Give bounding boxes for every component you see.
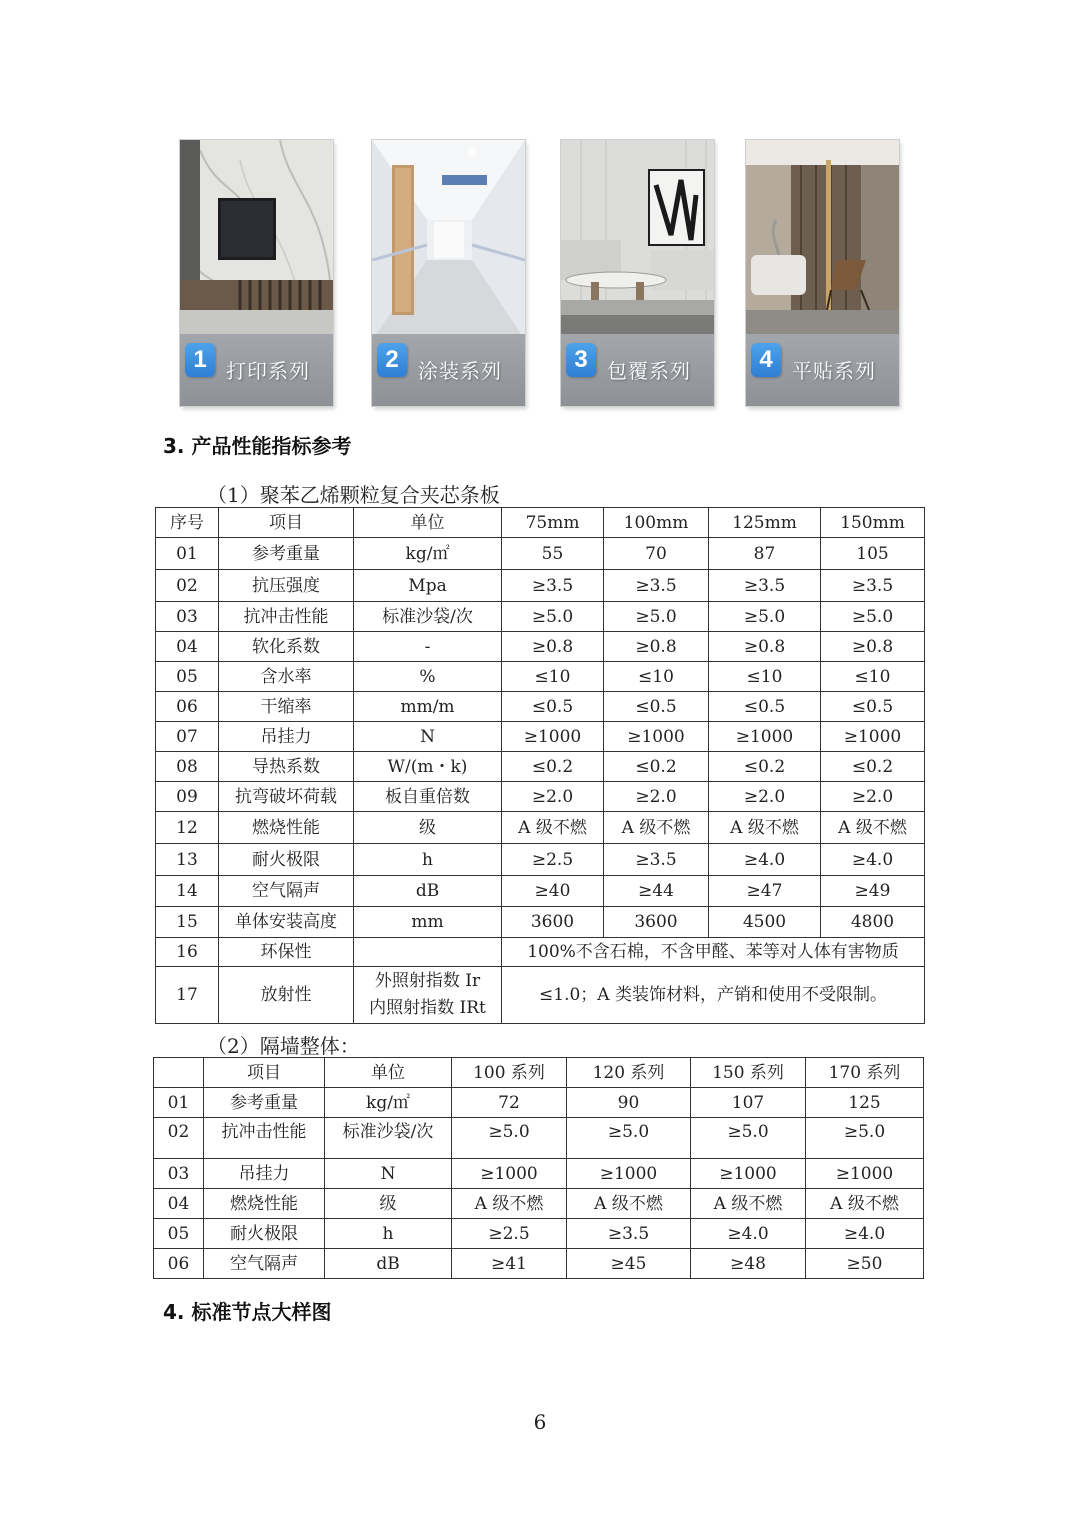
table-cell: 03 [156,602,219,632]
table-cell: ≥2.5 [502,844,604,876]
table-cell: 70 [604,538,709,570]
table-cell: 105 [821,538,925,570]
table-cell: 08 [156,752,219,782]
header-cell: 项目 [204,1058,325,1088]
table-cell: ≥1000 [567,1159,691,1189]
table-cell: 07 [156,722,219,752]
table-cell: ≥5.0 [502,602,604,632]
table-cell: ≥2.0 [604,782,709,812]
table-cell: A 级不燃 [604,812,709,844]
table-cell: 125 [806,1088,924,1118]
table-cell: ≤10 [709,662,821,692]
table-cell: ≥5.0 [691,1118,806,1159]
header-cell: 150mm [821,508,925,538]
series-label: 包覆系列 [607,359,691,383]
table-cell: 12 [156,812,219,844]
table-cell: 耐火极限 [219,844,354,876]
table-cell: ≤0.2 [604,752,709,782]
table-cell: 燃烧性能 [204,1189,325,1219]
table-cell: 板自重倍数 [354,782,502,812]
table-cell: ≥0.8 [709,632,821,662]
table-cell: 3600 [502,907,604,938]
header-cell: 125mm [709,508,821,538]
table-cell: ≥1000 [709,722,821,752]
table-row [156,782,925,812]
table-cell: ≥1000 [691,1159,806,1189]
header-cell: 单位 [325,1058,452,1088]
table-cell: mm [354,907,502,938]
table-cell: 软化系数 [219,632,354,662]
section-3-heading: 3. 产品性能指标参考 [163,434,352,458]
table-cell: ≥0.8 [604,632,709,662]
product-gallery [180,140,900,406]
table-cell: A 级不燃 [709,812,821,844]
header-cell: 150 系列 [691,1058,806,1088]
table-cell: ≥0.8 [502,632,604,662]
table-cell: - [354,632,502,662]
table-cell: 抗冲击性能 [219,602,354,632]
table-row [154,1219,924,1249]
header-cell: 100mm [604,508,709,538]
table-cell: 03 [154,1159,204,1189]
table-cell: A 级不燃 [806,1189,924,1219]
table-cell: 90 [567,1088,691,1118]
table-cell: ≥1000 [452,1159,567,1189]
table-cell: 55 [502,538,604,570]
table-cell: 13 [156,844,219,876]
table-cell: 04 [156,632,219,662]
table-cell: ≥4.0 [806,1219,924,1249]
gallery-photo-print [180,140,333,406]
table-cell: 15 [156,907,219,938]
gallery-photo-wrap [561,140,714,406]
table-cell: 吊挂力 [219,722,354,752]
table-row [154,1159,924,1189]
header-cell: 序号 [156,508,219,538]
table-cell: ≥3.5 [604,844,709,876]
table-cell: ≤10 [502,662,604,692]
table-cell: ≥48 [691,1249,806,1279]
header-cell [154,1058,204,1088]
table-cell: ≥1000 [806,1159,924,1189]
table-cell: h [354,844,502,876]
table-cell: ≤0.5 [502,692,604,722]
table-cell: 05 [154,1219,204,1249]
header-cell: 75mm [502,508,604,538]
table-cell: A 级不燃 [452,1189,567,1219]
spec-table-eps-panel [155,507,925,1024]
header-cell: 项目 [219,508,354,538]
table-cell [354,938,502,967]
table-cell: 标准沙袋/次 [325,1118,452,1159]
table-cell: 抗冲击性能 [204,1118,325,1159]
table-cell: 抗弯破坏荷载 [219,782,354,812]
unit-line: 内照射指数 IRt [369,998,486,1018]
table-cell: A 级不燃 [691,1189,806,1219]
table-cell: A 级不燃 [502,812,604,844]
table-cell: N [325,1159,452,1189]
table-cell: 04 [154,1189,204,1219]
table-cell: mm/m [354,692,502,722]
table-cell: dB [325,1249,452,1279]
header-cell: 单位 [354,508,502,538]
gallery-photo-flat [746,140,899,406]
table-cell: 4800 [821,907,925,938]
table-cell: h [325,1219,452,1249]
header-cell: 100 系列 [452,1058,567,1088]
table-cell: 02 [154,1118,204,1159]
table-row [154,1249,924,1279]
table-cell: 02 [156,570,219,602]
table-cell: 06 [156,692,219,722]
table-cell: 单体安装高度 [219,907,354,938]
table-cell: 06 [154,1249,204,1279]
table-cell: ≥1000 [604,722,709,752]
table-cell: W/(m・k) [354,752,502,782]
table-cell: A 级不燃 [567,1189,691,1219]
table-row [156,662,925,692]
table-row [156,907,925,938]
table-cell: ≥1000 [502,722,604,752]
table-cell: ≥3.5 [567,1219,691,1249]
table-row [156,570,925,602]
table-cell: 01 [154,1088,204,1118]
table-row [154,1118,924,1159]
table-row [156,844,925,876]
table-2-caption: （2）隔墙整体： [207,1034,360,1058]
table-cell: A 级不燃 [821,812,925,844]
series-number-badge: 1 [185,343,215,377]
table-row [156,632,925,662]
table-cell: 17 [156,967,219,1024]
spec-table-partition-wall [153,1057,924,1279]
table-row [156,538,925,570]
table-cell: 放射性 [219,967,354,1024]
table-cell: ≥4.0 [709,844,821,876]
table-cell: 含水率 [219,662,354,692]
table-cell: 空气隔声 [204,1249,325,1279]
table-cell: 14 [156,876,219,907]
table-cell: ≤10 [604,662,709,692]
series-number-badge: 4 [751,343,781,377]
table-row [156,602,925,632]
section-4-heading: 4. 标准节点大样图 [163,1300,332,1324]
table-cell: ≥49 [821,876,925,907]
table-row [156,812,925,844]
table-cell: ≥3.5 [502,570,604,602]
table-1-caption: （1）聚苯乙烯颗粒复合夹芯条板 [207,483,500,507]
table-cell: 级 [325,1189,452,1219]
table-cell: ≤0.2 [502,752,604,782]
table-cell: ≤0.5 [821,692,925,722]
table-cell-unit [354,967,502,1024]
table-cell: 吊挂力 [204,1159,325,1189]
series-number-badge: 3 [566,343,596,377]
table-row [156,876,925,907]
table-cell: ≥0.8 [821,632,925,662]
gallery-photo-coating [372,140,525,406]
table-cell: ≥2.5 [452,1219,567,1249]
table-cell: 抗压强度 [219,570,354,602]
header-cell: 120 系列 [567,1058,691,1088]
table-cell: % [354,662,502,692]
table-cell: ≥40 [502,876,604,907]
series-label: 涂装系列 [418,359,502,383]
table-cell: ≥5.0 [709,602,821,632]
table-row [156,722,925,752]
table-cell: 燃烧性能 [219,812,354,844]
table-cell: 级 [354,812,502,844]
table-cell: 干缩率 [219,692,354,722]
series-label: 平贴系列 [792,359,876,383]
table-cell-merged: ≤1.0；A 类装饰材料，产销和使用不受限制。 [502,967,925,1024]
page-number: 6 [533,1410,547,1434]
table-cell: ≥41 [452,1249,567,1279]
table-cell: ≥5.0 [604,602,709,632]
table-cell: ≥3.5 [821,570,925,602]
table-cell: 4500 [709,907,821,938]
header-cell: 170 系列 [806,1058,924,1088]
table-cell: 标准沙袋/次 [354,602,502,632]
table-cell: ≥47 [709,876,821,907]
table-cell: ≤10 [821,662,925,692]
table-cell: dB [354,876,502,907]
table-cell: ≤0.5 [604,692,709,722]
table-cell: ≥4.0 [821,844,925,876]
table-header-row [154,1058,924,1088]
table-row [156,692,925,722]
series-number-badge: 2 [377,343,407,377]
table-row-merged [156,967,925,1024]
table-cell: 参考重量 [204,1088,325,1118]
table-cell-merged: 100%不含石棉，不含甲醛、苯等对人体有害物质 [502,938,925,967]
table-cell: ≥45 [567,1249,691,1279]
table-cell: ≥2.0 [709,782,821,812]
table-cell: kg/㎡ [325,1088,452,1118]
table-cell: ≥44 [604,876,709,907]
table-cell: ≥2.0 [821,782,925,812]
table-cell: 05 [156,662,219,692]
table-cell: ≥1000 [821,722,925,752]
table-row-merged [156,938,925,967]
table-cell: kg/㎡ [354,538,502,570]
table-cell: 87 [709,538,821,570]
table-cell: ≥50 [806,1249,924,1279]
table-cell: 16 [156,938,219,967]
table-cell: ≤0.2 [821,752,925,782]
table-cell: ≥3.5 [709,570,821,602]
table-cell: 107 [691,1088,806,1118]
unit-line: 外照射指数 Ir [374,971,481,991]
table-cell: 导热系数 [219,752,354,782]
table-cell: ≥5.0 [567,1118,691,1159]
table-cell: ≥2.0 [502,782,604,812]
table-cell: 空气隔声 [219,876,354,907]
table-cell: ≥4.0 [691,1219,806,1249]
table-cell: 耐火极限 [204,1219,325,1249]
table-cell: ≤0.2 [709,752,821,782]
table-cell: 参考重量 [219,538,354,570]
table-cell: Mpa [354,570,502,602]
table-cell: ≤0.5 [709,692,821,722]
table-row [156,752,925,782]
table-header-row [156,508,925,538]
table-cell: 3600 [604,907,709,938]
table-cell: ≥5.0 [452,1118,567,1159]
series-label: 打印系列 [226,359,310,383]
table-cell: 09 [156,782,219,812]
table-row [154,1088,924,1118]
table-cell: ≥3.5 [604,570,709,602]
table-cell: ≥5.0 [821,602,925,632]
table-cell: 01 [156,538,219,570]
table-cell: 72 [452,1088,567,1118]
table-cell: 环保性 [219,938,354,967]
table-row [154,1189,924,1219]
table-cell: ≥5.0 [806,1118,924,1159]
table-cell: N [354,722,502,752]
